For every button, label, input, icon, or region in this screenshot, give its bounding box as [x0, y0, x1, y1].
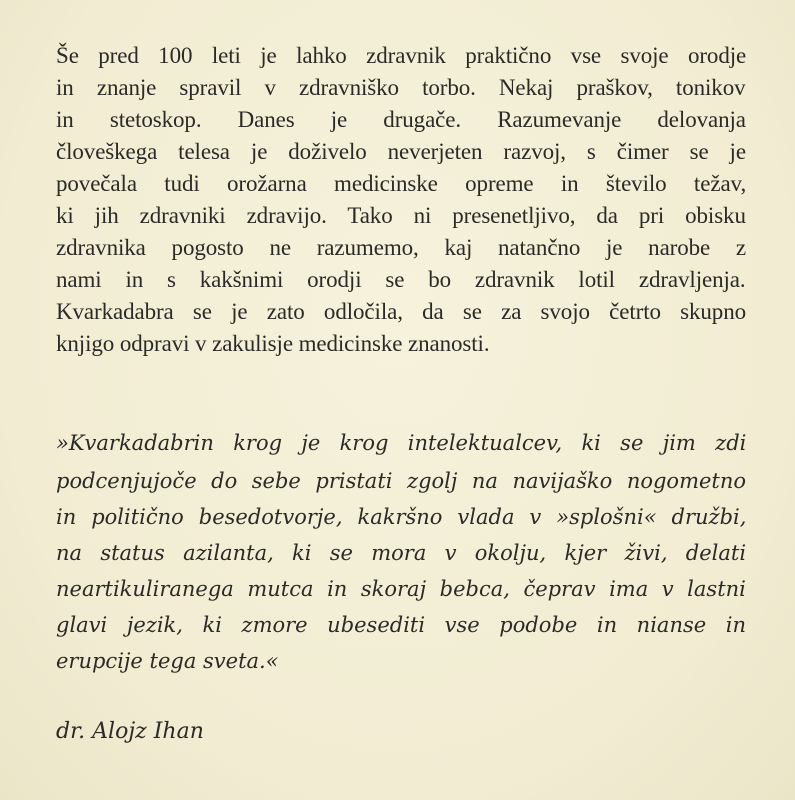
intro-line-1: Še pred 100 leti je lahko zdravnik praktično vse svoje orodje [56, 43, 747, 68]
quote-line-3: in politično besedotvorje, kakršno vlada v »splošni« družbi, [56, 505, 747, 529]
intro-line-2: in znanje spravil v zdravniško torbo. Nekaj praškov, tonikov [56, 75, 746, 100]
intro-line-7: zdravnika pogosto ne razumemo, kaj natančno je narobe z [56, 235, 747, 260]
quote-line-6: glavi jezik, ki zmore ubesediti vse podobe in nianse in [56, 613, 746, 637]
quote-line-5: neartikuliranega mutca in skoraj bebca, čeprav ima v lastni [56, 577, 746, 601]
quote-line-1: »Kvarkadabrin krog je krog intelektualcev, ki se jim zdi [56, 431, 747, 455]
quote-author: dr. Alojz Ihan [56, 719, 204, 744]
intro-line-4: človeškega telesa je doživelo neverjeten razvoj, s čimer se je [56, 139, 746, 164]
quote-line-2: podcenjujoče do sebe pristati zgolj na navijaško nogometno [56, 469, 747, 493]
intro-line-5: povečala tudi orožarna medicinske opreme in število težav, [56, 171, 747, 196]
quote-line-7: erupcije tega sveta.« [56, 649, 279, 673]
intro-line-6: ki jih zdravniki zdravijo. Tako ni presenetljivo, da pri obisku [56, 203, 746, 228]
intro-line-9: Kvarkadabra se je zato odločila, da se za svojo četrto skupno [56, 299, 746, 324]
intro-line-8: nami in s kakšnimi orodji se bo zdravnik lotil zdravljenja. [56, 267, 746, 292]
intro-line-3: in stetoskop. Danes je drugače. Razumevanje delovanja [56, 107, 746, 132]
quote-line-4: na status azilanta, ki se mora v okolju, kjer živi, delati [56, 541, 747, 565]
intro-line-10: knjigo odpravi v zakulisje medicinske znanosti. [56, 331, 490, 356]
